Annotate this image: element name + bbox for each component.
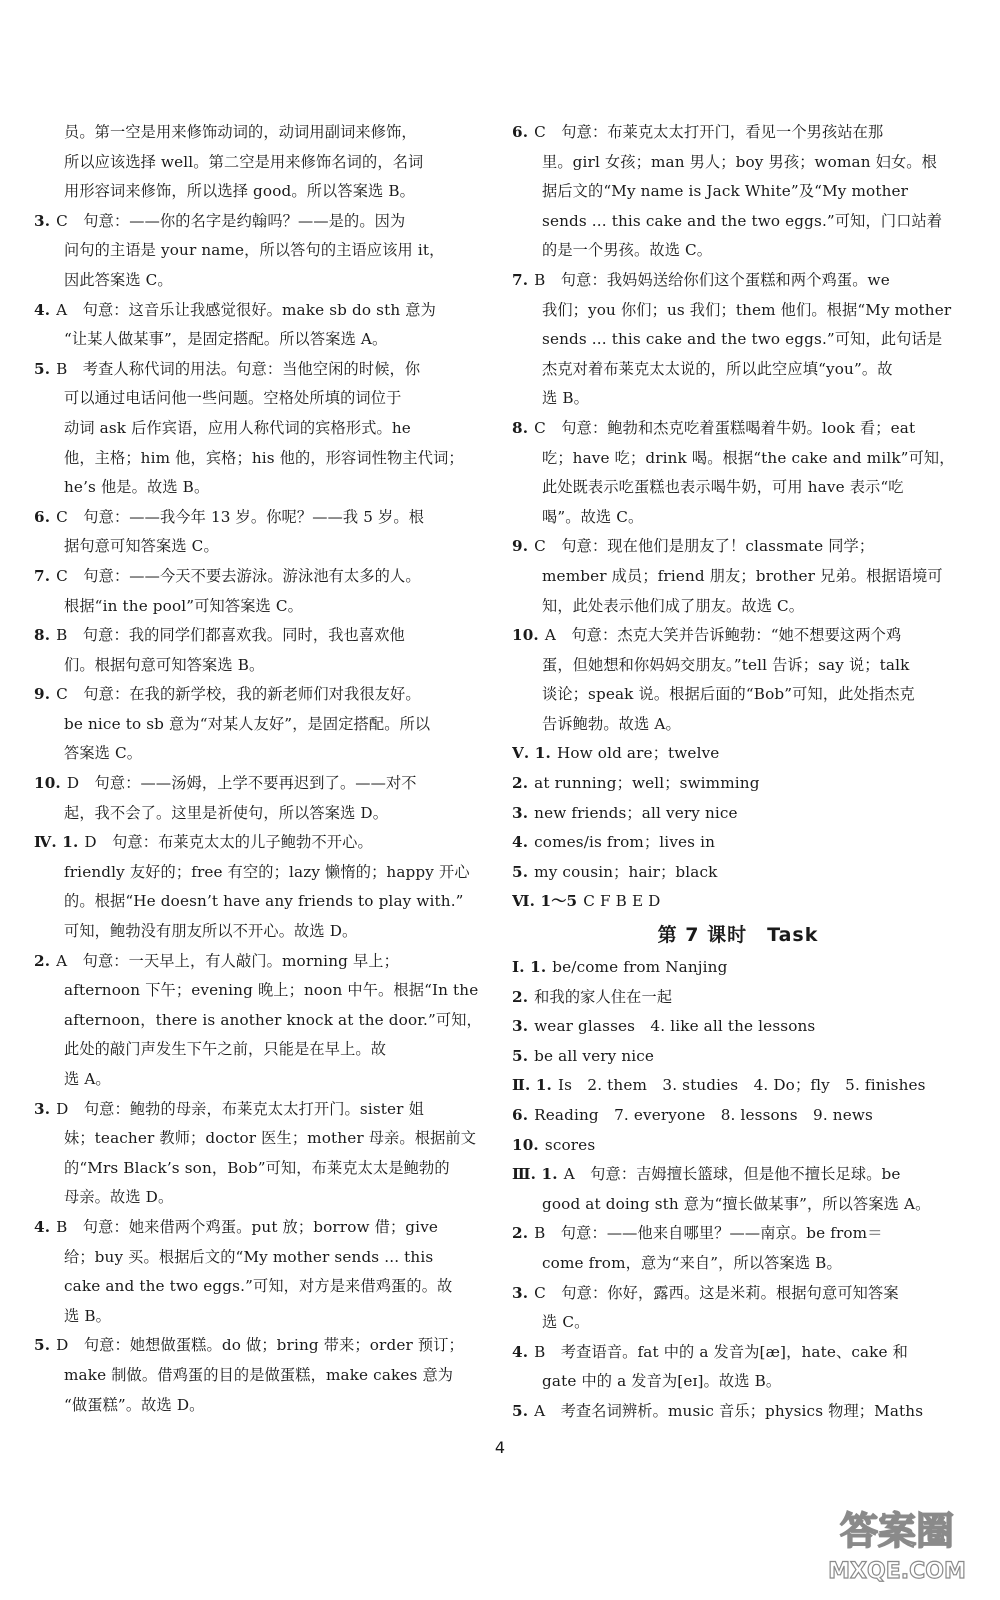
item-number: 5. <box>512 862 529 881</box>
line-text: at running；well；swimming <box>534 774 760 793</box>
item-number: 3. <box>34 211 51 230</box>
item-number: 4. <box>34 1217 51 1236</box>
watermark-chinese: 答案圈 <box>839 1509 955 1553</box>
text-line <box>512 739 964 769</box>
line-text: scores <box>544 1135 596 1154</box>
line-text: 的“Mrs Black’s son，Bob”可知，布莱克太太是鲍勃的 <box>64 1158 450 1177</box>
text-line <box>34 562 490 592</box>
line-text: 动词 ask 后作宾语，应用人称代词的宾格形式。he <box>64 418 411 437</box>
text-line <box>512 799 964 829</box>
line-text: 和我的家人住在一起 <box>534 987 673 1006</box>
line-text: he’s 他是。故选 B。 <box>64 478 210 497</box>
item-number: 5. <box>34 359 51 378</box>
text-line <box>512 177 964 207</box>
text-line <box>512 1367 964 1397</box>
line-text: B 考查人称代词的用法。句意：当他空闲的时候，你 <box>56 359 421 378</box>
watermark-logo <box>812 1500 982 1586</box>
text-line <box>34 651 490 681</box>
text-line <box>512 444 964 474</box>
line-text: new friends；all very nice <box>534 803 738 822</box>
item-number: 7. <box>512 270 529 289</box>
text-line <box>34 1213 490 1243</box>
item-number: 8. <box>512 418 529 437</box>
text-line <box>34 680 490 710</box>
text-line <box>512 118 964 148</box>
line-text: C 句意：——我今年 13 岁。你呢？——我 5 岁。根 <box>56 507 425 526</box>
left-column <box>34 118 490 1420</box>
line-text: gate 中的 a 发音为[eɪ]。故选 B。 <box>542 1372 782 1391</box>
text-line <box>512 473 964 503</box>
text-line <box>34 799 490 829</box>
item-number: 6. <box>512 1106 529 1124</box>
item-number: 10. <box>512 626 539 645</box>
text-line <box>512 236 964 266</box>
line-text: wear glasses 4. like all the lessons <box>534 1017 816 1036</box>
text-line <box>512 1012 964 1042</box>
item-number: 4. <box>512 1342 529 1361</box>
line-text: friendly 友好的；free 有空的；lazy 懒惰的；happy 开心 <box>64 862 470 881</box>
text-line <box>34 976 490 1006</box>
page-number: 4 <box>494 1438 506 1457</box>
text-line <box>34 177 490 207</box>
text-line <box>512 562 964 592</box>
line-text: 据句意可知答案选 C。 <box>64 537 219 556</box>
text-line <box>34 739 490 769</box>
text-line <box>34 1361 490 1391</box>
text-line <box>512 1279 964 1309</box>
text-line <box>512 953 964 983</box>
item-number: 9. <box>34 685 51 704</box>
text-line <box>512 266 964 296</box>
text-line <box>34 710 490 740</box>
item-number: 7. <box>34 566 51 585</box>
line-text: sends ... this cake and the two eggs.”可知，门口站着 <box>542 211 943 230</box>
line-text: “让某人做某事”，是固定搭配。所以答案选 A。 <box>64 330 388 349</box>
line-text: my cousin；hair；black <box>534 862 718 881</box>
line-text: comes/is from；lives in <box>534 833 716 852</box>
line-text: A 句意：吉姆擅长篮球，但是他不擅长足球。be <box>563 1165 901 1184</box>
text-line <box>512 1042 964 1072</box>
text-line <box>512 296 964 326</box>
text-line <box>34 1302 490 1332</box>
item-number: 10. <box>34 774 61 793</box>
line-text: C 句意：——今天不要去游泳。游泳池有太多的人。 <box>56 566 421 585</box>
item-number: 8. <box>34 626 51 645</box>
text-line <box>512 1101 964 1131</box>
line-text: be/come from Nanjing <box>552 958 728 977</box>
line-text: D 句意：鲍勃的母亲，布莱克太太打开门。sister 姐 <box>56 1099 424 1118</box>
text-line <box>34 266 490 296</box>
line-text: 妹；teacher 教师；doctor 医生；mother 母亲。根据前文 <box>64 1129 477 1148</box>
line-text: C 句意：布莱克太太打开门，看见一个男孩站在那 <box>534 123 884 141</box>
item-number: 3. <box>34 1099 51 1118</box>
line-text: B 句意：她来借两个鸡蛋。put 放；borrow 借；give <box>56 1217 439 1236</box>
text-line <box>512 828 964 858</box>
text-line <box>34 1124 490 1154</box>
line-text: 知，此处表示他们成了朋友。故选 C。 <box>542 596 805 615</box>
line-text: 喝”。故选 C。 <box>542 507 644 526</box>
text-line <box>512 1071 964 1101</box>
line-text: 问句的主语是 your name，所以答句的主语应该用 it， <box>64 241 445 260</box>
text-line <box>34 1006 490 1036</box>
line-text: C 句意：——你的名字是约翰吗？——是的。因为 <box>56 211 406 230</box>
line-text: good at doing sth 意为“擅长做某事”，所以答案选 A。 <box>542 1194 931 1213</box>
line-text: 告诉鲍勃。故选 A。 <box>542 714 681 733</box>
line-text: C 句意：在我的新学校，我的新老师们对我很友好。 <box>56 685 421 704</box>
text-line <box>512 1131 964 1161</box>
line-text: 的。根据“He doesn’t have any friends to play with.” <box>64 892 464 911</box>
text-line <box>34 947 490 977</box>
text-line <box>34 1183 490 1213</box>
text-line <box>512 148 964 178</box>
text-line <box>512 1190 964 1220</box>
text-line <box>34 1243 490 1273</box>
watermark-url: MXQE.COM <box>828 1559 966 1584</box>
line-text: C 句意：现在他们是朋友了！classmate 同学； <box>534 537 875 556</box>
line-text: 此处既表示吃蛋糕也表示喝牛奶，可用 have 表示“吃 <box>542 478 904 497</box>
text-line <box>34 828 490 858</box>
section-title: 第 7 课时 Task <box>657 924 819 947</box>
line-text: B 句意：我妈妈送给你们这个蛋糕和两个鸡蛋。we <box>534 270 890 289</box>
item-number: 2. <box>34 951 51 970</box>
text-line <box>34 1095 490 1125</box>
line-text: How old are；twelve <box>556 744 720 763</box>
line-text: 蛋，但她想和你妈妈交朋友。”tell 告诉；say 说；talk <box>542 655 910 674</box>
line-text: 答案选 C。 <box>64 744 143 763</box>
line-text: D 句意：布莱克太太的儿子鲍勃不开心。 <box>84 833 373 852</box>
line-text: 据后文的“My name is Jack White”及“My mother <box>542 182 909 201</box>
text-line <box>512 384 964 414</box>
item-number: Ⅰ. 1. <box>512 958 547 977</box>
text-line <box>512 858 964 888</box>
line-text: 母亲。故选 D。 <box>64 1188 174 1207</box>
item-number: 4. <box>34 300 51 319</box>
line-text: B 句意：我的同学们都喜欢我。同时，我也喜欢他 <box>56 626 405 645</box>
line-text: 员。第一空是用来修饰动词的，动词用副词来修饰， <box>64 123 417 141</box>
line-text: 选 C。 <box>542 1313 590 1332</box>
text-line <box>512 1308 964 1338</box>
item-number: 3. <box>512 1283 529 1302</box>
line-text: 给；buy 买。根据后文的“My mother sends ... this <box>64 1247 434 1266</box>
line-text: A 考查名词辨析。music 音乐；physics 物理；Maths <box>534 1401 924 1420</box>
item-number: 5. <box>34 1336 51 1355</box>
text-line <box>34 236 490 266</box>
line-text: sends ... this cake and the two eggs.”可知，此句话是 <box>542 330 943 349</box>
line-text: Is 2. them 3. studies 4. Do；fly 5. finishes <box>557 1076 926 1095</box>
line-text: A 句意：这音乐让我感觉很好。make sb do sth 意为 <box>56 300 436 319</box>
item-number: Ⅴ. 1. <box>512 744 551 763</box>
line-text: D 句意：她想做蛋糕。do 做；bring 带来；order 预订； <box>56 1336 464 1355</box>
item-number: Ⅵ. 1～5 <box>512 892 578 911</box>
line-text: 谈论；speak 说。根据后面的“Bob”可知，此处指杰克 <box>542 685 915 704</box>
item-number: 6. <box>34 507 51 526</box>
text-line <box>34 621 490 651</box>
line-text: A 句意：一天早上，有人敲门。morning 早上； <box>56 951 399 970</box>
item-number: 9. <box>512 537 529 556</box>
line-text: 起，我不会了。这里是祈使句，所以答案选 D。 <box>64 803 389 822</box>
line-text: 里。girl 女孩；man 男人；boy 男孩；woman 妇女。根 <box>542 152 937 171</box>
text-line <box>34 148 490 178</box>
text-line <box>512 503 964 533</box>
line-text: 选 B。 <box>64 1306 111 1325</box>
item-number: 2. <box>512 1224 529 1243</box>
text-line <box>512 355 964 385</box>
line-text: C 句意：鲍勃和杰克吃着蛋糕喝着牛奶。look 看；eat <box>534 418 916 437</box>
text-line <box>34 473 490 503</box>
item-number: 5. <box>512 1401 529 1420</box>
text-line <box>34 118 490 148</box>
line-text: 可以通过电话问他一些问题。空格处所填的词位于 <box>64 389 402 408</box>
line-text: A 句意：杰克大笑并告诉鲍勃：“她不想要这两个鸡 <box>544 626 902 645</box>
text-line <box>34 1035 490 1065</box>
text-line <box>512 983 964 1013</box>
line-text: Reading 7. everyone 8. lessons 9. news <box>534 1106 873 1124</box>
line-text: 们。根据句意可知答案选 B。 <box>64 655 265 674</box>
line-text: 他，主格；him 他，宾格；his 他的，形容词性物主代词； <box>64 448 464 467</box>
line-text: C 句意：你好，露西。这是米莉。根据句意可知答案 <box>534 1283 899 1302</box>
text-line <box>512 532 964 562</box>
item-number: 2. <box>512 774 529 793</box>
line-text: be all very nice <box>534 1046 655 1065</box>
line-text: D 句意：——汤姆，上学不要再迟到了。——对不 <box>66 774 417 793</box>
text-line <box>512 207 964 237</box>
line-text: 我们；you 你们；us 我们；them 他们。根据“My mother <box>542 300 952 319</box>
right-column <box>512 118 964 1427</box>
text-line <box>512 1160 964 1190</box>
text-line <box>512 651 964 681</box>
line-text: be nice to sb 意为“对某人友好”，是固定搭配。所以 <box>64 714 431 733</box>
text-line <box>34 1391 490 1421</box>
text-line <box>34 1065 490 1095</box>
text-line <box>512 1338 964 1368</box>
line-text: 的是一个男孩。故选 C。 <box>542 241 713 260</box>
text-line <box>34 355 490 385</box>
text-line <box>34 917 490 947</box>
text-line <box>512 621 964 651</box>
item-number: Ⅳ. 1. <box>34 833 79 852</box>
text-line <box>34 532 490 562</box>
line-text: 可知，鲍勃没有朋友所以不开心。故选 D。 <box>64 922 358 941</box>
line-text: 所以应该选择 well。第二空是用来修饰名词的，名词 <box>64 152 424 171</box>
item-number: Ⅲ. 1. <box>512 1165 558 1184</box>
item-number: 5. <box>512 1046 529 1065</box>
line-text: come from，意为“来自”，所以答案选 B。 <box>542 1253 842 1272</box>
text-line <box>512 592 964 622</box>
text-line <box>34 1272 490 1302</box>
line-text: make 制做。借鸡蛋的目的是做蛋糕，make cakes 意为 <box>64 1365 454 1384</box>
line-text: B 句意：——他来自哪里？——南京。be from＝ <box>534 1224 883 1243</box>
text-line <box>512 1249 964 1279</box>
text-line <box>34 444 490 474</box>
text-line <box>34 592 490 622</box>
item-number: 4. <box>512 833 529 852</box>
line-text: C F B E D <box>583 892 661 911</box>
text-line <box>512 680 964 710</box>
item-number: 3. <box>512 1017 529 1036</box>
item-number: 3. <box>512 803 529 822</box>
item-number: Ⅱ. 1. <box>512 1076 552 1095</box>
text-line <box>34 384 490 414</box>
line-text: 杰克对着布莱克太太说的，所以此空应填“you”。故 <box>542 359 893 378</box>
line-text: member 成员；friend 朋友；brother 兄弟。根据语境可 <box>542 566 943 585</box>
item-number: 10. <box>512 1135 539 1154</box>
text-line <box>512 887 964 917</box>
text-line <box>512 1219 964 1249</box>
text-line <box>34 296 490 326</box>
text-line <box>34 858 490 888</box>
line-text: 选 B。 <box>542 389 589 408</box>
line-text: 选 A。 <box>64 1070 111 1088</box>
line-text: afternoon，there is another knock at the door.”可知， <box>64 1010 482 1029</box>
line-text: “做蛋糕”。故选 D。 <box>64 1395 205 1414</box>
text-line <box>512 1397 964 1427</box>
line-text: afternoon 下午；evening 晚上；noon 中午。根据“In the <box>64 981 479 1000</box>
text-line <box>34 325 490 355</box>
line-text: 因此答案选 C。 <box>64 270 173 289</box>
text-line <box>34 1154 490 1184</box>
text-line <box>512 710 964 740</box>
item-number: 2. <box>512 987 529 1006</box>
text-line <box>34 887 490 917</box>
line-text: 用形容词来修饰，所以选择 good。所以答案选 B。 <box>64 182 416 201</box>
text-line <box>34 207 490 237</box>
text-line <box>34 414 490 444</box>
item-number: 6. <box>512 123 529 141</box>
line-text: B 考查语音。fat 中的 a 发音为[æ]，hate、cake 和 <box>534 1342 908 1361</box>
line-text: 吃；have 吃；drink 喝。根据“the cake and milk”可知， <box>542 448 955 467</box>
text-line <box>512 325 964 355</box>
line-text: 此处的敲门声发生下午之前，只能是在早上。故 <box>64 1040 387 1059</box>
text-line <box>34 769 490 799</box>
line-text: cake and the two eggs.”可知，对方是来借鸡蛋的。故 <box>64 1277 453 1296</box>
text-line <box>512 414 964 444</box>
text-line <box>34 1331 490 1361</box>
text-line <box>34 503 490 533</box>
text-line <box>512 769 964 799</box>
line-text: 根据“in the pool”可知答案选 C。 <box>64 596 303 615</box>
